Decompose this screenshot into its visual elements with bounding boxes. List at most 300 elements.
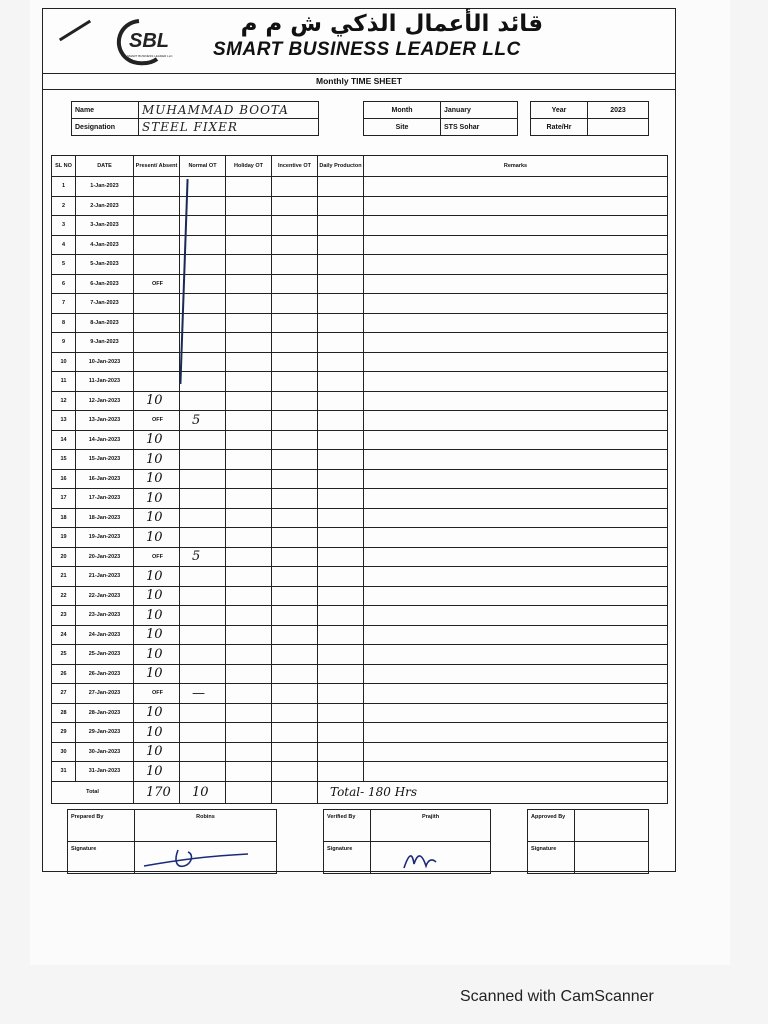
company-arabic-name: قائد الأعمال الذكي ش م م	[240, 11, 543, 37]
production-cell	[318, 645, 364, 665]
approved-by-box	[527, 809, 649, 874]
total-row	[52, 781, 668, 803]
remarks-cell	[364, 372, 668, 392]
present-cell: 10	[134, 469, 180, 489]
present-cell	[134, 235, 180, 255]
date-cell: 30-Jan-2023	[76, 742, 134, 762]
table-row	[52, 586, 668, 606]
remarks-cell	[364, 606, 668, 626]
table-row	[52, 762, 668, 782]
incentive-ot-cell	[272, 586, 318, 606]
employee-designation: STEEL FIXER	[139, 119, 319, 136]
production-cell	[318, 430, 364, 450]
sl-cell: 25	[52, 645, 76, 665]
incentive-ot-cell	[272, 762, 318, 782]
incentive-ot-cell	[272, 294, 318, 314]
date-cell: 10-Jan-2023	[76, 352, 134, 372]
production-cell	[318, 703, 364, 723]
incentive-ot-cell	[272, 547, 318, 567]
table-row	[52, 333, 668, 353]
normal-ot-cell	[180, 333, 226, 353]
logo-text: SBL	[129, 30, 169, 52]
date-cell: 17-Jan-2023	[76, 489, 134, 509]
normal-ot-cell	[180, 391, 226, 411]
date-cell: 1-Jan-2023	[76, 177, 134, 197]
rate-label: Rate/Hr	[531, 119, 588, 136]
date-cell: 11-Jan-2023	[76, 372, 134, 392]
production-cell	[318, 664, 364, 684]
holiday-ot-cell	[226, 255, 272, 275]
normal-ot-cell	[180, 313, 226, 333]
remarks-cell	[364, 469, 668, 489]
table-row	[52, 294, 668, 314]
sl-cell: 12	[52, 391, 76, 411]
table-row	[52, 255, 668, 275]
production-cell	[318, 528, 364, 548]
date-cell: 13-Jan-2023	[76, 411, 134, 431]
normal-ot-cell: —	[180, 684, 226, 704]
incentive-ot-cell	[272, 313, 318, 333]
table-row	[52, 450, 668, 470]
col-remarks: Remarks	[364, 156, 668, 177]
present-cell	[134, 313, 180, 333]
production-cell	[318, 723, 364, 743]
normal-ot-cell	[180, 450, 226, 470]
holiday-ot-cell	[226, 684, 272, 704]
date-cell: 2-Jan-2023	[76, 196, 134, 216]
incentive-ot-cell	[272, 469, 318, 489]
production-cell	[318, 294, 364, 314]
present-cell	[134, 216, 180, 236]
remarks-cell	[364, 274, 668, 294]
sl-cell: 10	[52, 352, 76, 372]
production-cell	[318, 391, 364, 411]
table-row	[52, 567, 668, 587]
sl-cell: 20	[52, 547, 76, 567]
remarks-cell	[364, 664, 668, 684]
incentive-ot-cell	[272, 352, 318, 372]
holiday-ot-cell	[226, 664, 272, 684]
incentive-ot-cell	[272, 216, 318, 236]
table-row	[52, 391, 668, 411]
holiday-ot-cell	[226, 625, 272, 645]
present-cell: 10	[134, 489, 180, 509]
holiday-ot-cell	[226, 196, 272, 216]
present-cell: 10	[134, 703, 180, 723]
date-cell: 4-Jan-2023	[76, 235, 134, 255]
sl-cell: 18	[52, 508, 76, 528]
table-row	[52, 430, 668, 450]
normal-ot-cell	[180, 567, 226, 587]
date-cell: 21-Jan-2023	[76, 567, 134, 587]
sl-cell: 31	[52, 762, 76, 782]
remarks-cell	[364, 528, 668, 548]
production-cell	[318, 196, 364, 216]
remarks-cell	[364, 177, 668, 197]
date-cell: 24-Jan-2023	[76, 625, 134, 645]
holiday-ot-cell	[226, 547, 272, 567]
date-cell: 23-Jan-2023	[76, 606, 134, 626]
prepared-by-box	[67, 809, 277, 874]
remarks-cell	[364, 645, 668, 665]
sl-cell: 19	[52, 528, 76, 548]
present-cell: 10	[134, 723, 180, 743]
holiday-ot-cell	[226, 294, 272, 314]
present-cell	[134, 196, 180, 216]
sl-cell: 27	[52, 684, 76, 704]
normal-ot-cell	[180, 664, 226, 684]
holiday-ot-cell	[226, 586, 272, 606]
normal-ot-cell	[180, 255, 226, 275]
normal-ot-cell	[180, 274, 226, 294]
sl-cell: 8	[52, 313, 76, 333]
site-label: Site	[364, 119, 441, 136]
normal-ot-cell	[180, 372, 226, 392]
date-cell: 16-Jan-2023	[76, 469, 134, 489]
date-cell: 29-Jan-2023	[76, 723, 134, 743]
sl-cell: 3	[52, 216, 76, 236]
incentive-ot-cell	[272, 411, 318, 431]
date-cell: 5-Jan-2023	[76, 255, 134, 275]
remarks-cell	[364, 411, 668, 431]
production-cell	[318, 742, 364, 762]
production-cell	[318, 567, 364, 587]
normal-ot-cell	[180, 352, 226, 372]
date-cell: 6-Jan-2023	[76, 274, 134, 294]
holiday-ot-cell	[226, 723, 272, 743]
sl-cell: 1	[52, 177, 76, 197]
production-cell	[318, 684, 364, 704]
date-cell: 3-Jan-2023	[76, 216, 134, 236]
remarks-cell	[364, 723, 668, 743]
production-cell	[318, 235, 364, 255]
normal-ot-cell	[180, 625, 226, 645]
sl-cell: 2	[52, 196, 76, 216]
incentive-ot-cell	[272, 391, 318, 411]
sl-cell: 26	[52, 664, 76, 684]
production-cell	[318, 177, 364, 197]
table-row	[52, 684, 668, 704]
holiday-ot-cell	[226, 703, 272, 723]
sl-cell: 21	[52, 567, 76, 587]
site-value: STS Sohar	[441, 119, 518, 136]
normal-ot-cell	[180, 508, 226, 528]
table-row	[52, 196, 668, 216]
incentive-ot-cell	[272, 508, 318, 528]
incentive-ot-cell	[272, 430, 318, 450]
present-cell: 10	[134, 528, 180, 548]
incentive-ot-cell	[272, 684, 318, 704]
sl-cell: 23	[52, 606, 76, 626]
production-cell	[318, 352, 364, 372]
production-cell	[318, 255, 364, 275]
table-row	[52, 742, 668, 762]
remarks-cell	[364, 762, 668, 782]
col-normal-ot: Normal OT	[180, 156, 226, 177]
holiday-ot-cell	[226, 411, 272, 431]
table-row	[52, 372, 668, 392]
date-cell: 27-Jan-2023	[76, 684, 134, 704]
table-row	[52, 235, 668, 255]
sl-cell: 13	[52, 411, 76, 431]
sl-cell: 17	[52, 489, 76, 509]
table-row	[52, 547, 668, 567]
timesheet-table	[51, 155, 668, 804]
remarks-cell	[364, 567, 668, 587]
holiday-ot-cell	[226, 489, 272, 509]
remarks-cell	[364, 255, 668, 275]
present-cell: 10	[134, 645, 180, 665]
date-cell: 19-Jan-2023	[76, 528, 134, 548]
company-name: SMART BUSINESS LEADER LLC	[213, 39, 521, 60]
table-row	[52, 703, 668, 723]
remarks-cell	[364, 196, 668, 216]
date-cell: 8-Jan-2023	[76, 313, 134, 333]
normal-ot-cell	[180, 528, 226, 548]
date-cell: 28-Jan-2023	[76, 703, 134, 723]
production-cell	[318, 762, 364, 782]
present-cell: 10	[134, 586, 180, 606]
present-cell: 10	[134, 606, 180, 626]
employee-info-table	[71, 101, 319, 136]
production-cell	[318, 625, 364, 645]
production-cell	[318, 606, 364, 626]
remarks-cell	[364, 391, 668, 411]
holiday-ot-cell	[226, 469, 272, 489]
pen-mark	[59, 20, 91, 42]
normal-ot-cell	[180, 742, 226, 762]
production-cell	[318, 469, 364, 489]
production-cell	[318, 313, 364, 333]
name-label: Name	[72, 102, 139, 119]
present-cell: 10	[134, 762, 180, 782]
sl-cell: 24	[52, 625, 76, 645]
remarks-cell	[364, 742, 668, 762]
table-row	[52, 489, 668, 509]
date-cell: 12-Jan-2023	[76, 391, 134, 411]
production-cell	[318, 411, 364, 431]
remarks-cell	[364, 684, 668, 704]
date-cell: 20-Jan-2023	[76, 547, 134, 567]
sl-cell: 6	[52, 274, 76, 294]
table-row	[52, 352, 668, 372]
holiday-ot-cell	[226, 333, 272, 353]
holiday-ot-cell	[226, 645, 272, 665]
normal-ot-cell: 5	[180, 547, 226, 567]
holiday-ot-cell	[226, 762, 272, 782]
verified-signature	[374, 846, 474, 870]
sbl-logo	[109, 15, 195, 67]
sl-cell: 4	[52, 235, 76, 255]
production-cell	[318, 333, 364, 353]
holiday-ot-cell	[226, 274, 272, 294]
incentive-ot-cell	[272, 274, 318, 294]
table-row	[52, 216, 668, 236]
camscanner-watermark: Scanned with CamScanner	[460, 988, 654, 1005]
incentive-ot-cell	[272, 567, 318, 587]
present-cell: 10	[134, 625, 180, 645]
table-row	[52, 723, 668, 743]
remarks-cell	[364, 294, 668, 314]
normal-ot-cell	[180, 430, 226, 450]
col-sl-no: SL NO	[52, 156, 76, 177]
remarks-cell	[364, 547, 668, 567]
incentive-ot-cell	[272, 528, 318, 548]
period-info-table	[363, 101, 649, 136]
incentive-ot-cell	[272, 333, 318, 353]
total-normal-ot: 10	[180, 781, 226, 803]
date-cell: 25-Jan-2023	[76, 645, 134, 665]
incentive-ot-cell	[272, 450, 318, 470]
production-cell	[318, 372, 364, 392]
holiday-ot-cell	[226, 352, 272, 372]
remarks-cell	[364, 508, 668, 528]
incentive-ot-cell	[272, 703, 318, 723]
holiday-ot-cell	[226, 528, 272, 548]
remarks-cell	[364, 450, 668, 470]
sl-cell: 30	[52, 742, 76, 762]
holiday-ot-cell	[226, 450, 272, 470]
incentive-ot-cell	[272, 196, 318, 216]
col-present-absent: Present/ Absent	[134, 156, 180, 177]
present-cell	[134, 352, 180, 372]
date-cell: 14-Jan-2023	[76, 430, 134, 450]
table-row	[52, 645, 668, 665]
date-cell: 15-Jan-2023	[76, 450, 134, 470]
present-cell: 10	[134, 664, 180, 684]
remarks-cell	[364, 489, 668, 509]
normal-ot-cell	[180, 294, 226, 314]
verified-by-box	[323, 809, 491, 874]
col-date: DATE	[76, 156, 134, 177]
date-cell: 18-Jan-2023	[76, 508, 134, 528]
approved-by-label: Approved By	[528, 810, 575, 842]
production-cell	[318, 216, 364, 236]
sl-cell: 16	[52, 469, 76, 489]
production-cell	[318, 508, 364, 528]
incentive-ot-cell	[272, 606, 318, 626]
remarks-cell	[364, 703, 668, 723]
remarks-cell	[364, 430, 668, 450]
holiday-ot-cell	[226, 177, 272, 197]
month-label: Month	[364, 102, 441, 119]
form-title: Monthly TIME SHEET	[316, 76, 402, 86]
incentive-ot-cell	[272, 742, 318, 762]
col-daily-production: Daily Producton	[318, 156, 364, 177]
remarks-cell	[364, 625, 668, 645]
normal-ot-cell	[180, 762, 226, 782]
production-cell	[318, 586, 364, 606]
table-row	[52, 411, 668, 431]
table-row	[52, 528, 668, 548]
sl-cell: 11	[52, 372, 76, 392]
normal-ot-cell	[180, 469, 226, 489]
holiday-ot-cell	[226, 508, 272, 528]
normal-ot-cell: 5	[180, 411, 226, 431]
sl-cell: 14	[52, 430, 76, 450]
present-cell	[134, 372, 180, 392]
production-cell	[318, 450, 364, 470]
employee-name: MUHAMMAD BOOTA	[139, 102, 319, 119]
prepared-by-name: Robins	[135, 810, 277, 842]
verified-by-name: Prajith	[371, 810, 491, 842]
sl-cell: 5	[52, 255, 76, 275]
year-value: 2023	[588, 102, 649, 119]
sl-cell: 9	[52, 333, 76, 353]
logo-subtext: SMART BUSINESS LEADER LLC	[127, 54, 173, 58]
sl-cell: 22	[52, 586, 76, 606]
holiday-ot-cell	[226, 430, 272, 450]
incentive-ot-cell	[272, 255, 318, 275]
timesheet-form	[42, 8, 676, 872]
holiday-ot-cell	[226, 235, 272, 255]
incentive-ot-cell	[272, 625, 318, 645]
table-row	[52, 313, 668, 333]
normal-ot-cell	[180, 645, 226, 665]
date-cell: 9-Jan-2023	[76, 333, 134, 353]
present-cell: 10	[134, 567, 180, 587]
col-incentive-ot: Incentive OT	[272, 156, 318, 177]
prepared-signature-label: Signature	[68, 842, 135, 874]
present-cell: 10	[134, 391, 180, 411]
holiday-ot-cell	[226, 742, 272, 762]
total-present: 170	[134, 781, 180, 803]
table-row	[52, 664, 668, 684]
total-label: Total	[52, 781, 134, 803]
incentive-ot-cell	[272, 664, 318, 684]
present-cell	[134, 255, 180, 275]
table-header-row	[52, 156, 668, 177]
verified-by-label: Verified By	[324, 810, 371, 842]
incentive-ot-cell	[272, 372, 318, 392]
production-cell	[318, 274, 364, 294]
col-holiday-ot: Holiday OT	[226, 156, 272, 177]
incentive-ot-cell	[272, 489, 318, 509]
sl-cell: 15	[52, 450, 76, 470]
incentive-ot-cell	[272, 235, 318, 255]
remarks-cell	[364, 333, 668, 353]
table-row	[52, 508, 668, 528]
remarks-cell	[364, 352, 668, 372]
sl-cell: 29	[52, 723, 76, 743]
rate-value	[588, 119, 649, 136]
approved-signature-label: Signature	[528, 842, 575, 874]
remarks-cell	[364, 235, 668, 255]
remarks-cell	[364, 216, 668, 236]
incentive-ot-cell	[272, 645, 318, 665]
present-cell	[134, 177, 180, 197]
present-cell	[134, 294, 180, 314]
incentive-ot-cell	[272, 723, 318, 743]
verified-signature-label: Signature	[324, 842, 371, 874]
table-row	[52, 606, 668, 626]
date-cell: 26-Jan-2023	[76, 664, 134, 684]
present-cell: 10	[134, 430, 180, 450]
table-row	[52, 177, 668, 197]
table-row	[52, 469, 668, 489]
present-cell: 10	[134, 450, 180, 470]
holiday-ot-cell	[226, 606, 272, 626]
table-row	[52, 625, 668, 645]
present-cell: OFF	[134, 274, 180, 294]
holiday-ot-cell	[226, 313, 272, 333]
production-cell	[318, 489, 364, 509]
total-remark: Total- 180 Hrs	[318, 781, 668, 803]
remarks-cell	[364, 586, 668, 606]
date-cell: 31-Jan-2023	[76, 762, 134, 782]
year-label: Year	[531, 102, 588, 119]
normal-ot-cell	[180, 723, 226, 743]
